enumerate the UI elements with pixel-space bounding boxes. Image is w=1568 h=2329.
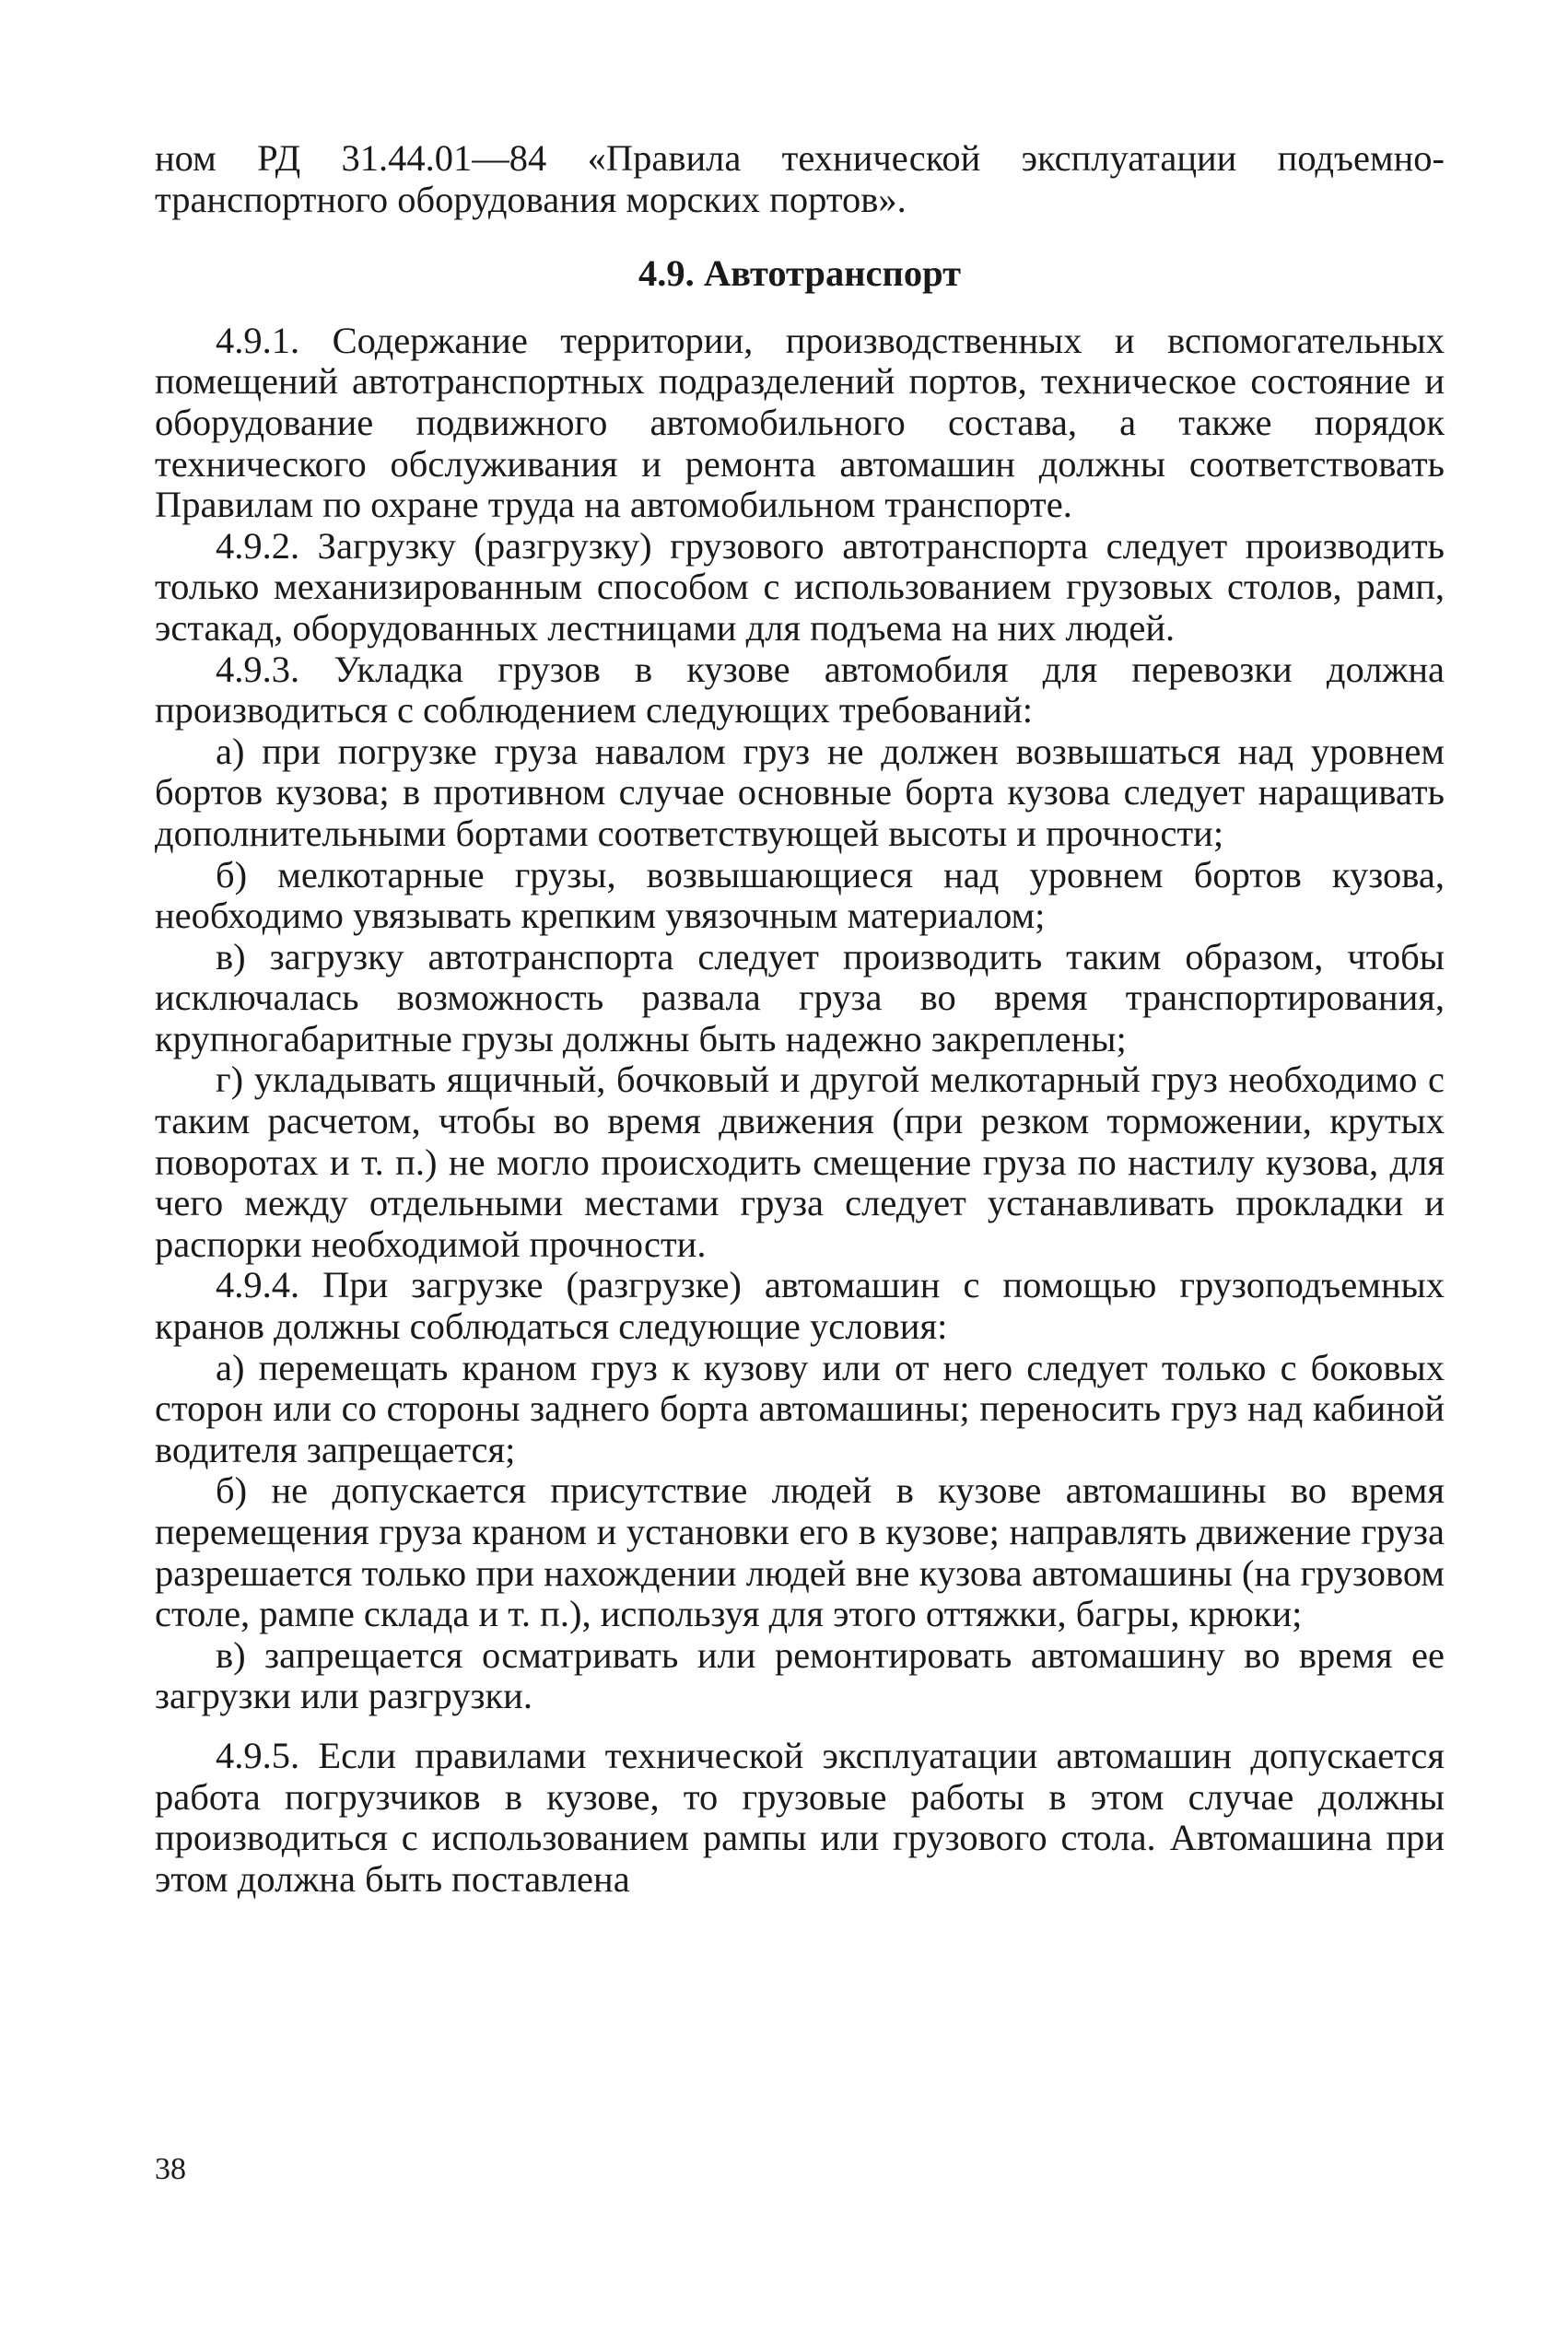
- list-item-4-9-4-a: а) перемещать краном груз к кузову или от него следует только с боковых сторон или со стороны заднего борта автомашины; переносить груз над кабиной водителя запрещается;: [155, 1346, 1445, 1470]
- paragraph-4-9-4: 4.9.4. При загрузке (разгрузке) автомашин с помощью грузоподъемных кранов должны соблюдаться следующие условия:: [155, 1264, 1445, 1348]
- list-item-4-9-3-b: б) мелкотарные грузы, возвышающиеся над уровнем бортов кузова, необходимо увязывать крепким увязочным материалом;: [155, 853, 1445, 937]
- paragraph-4-9-3: 4.9.3. Укладка грузов в кузове автомобиля для перевозки должна производиться с соблюдением следующих требований:: [155, 648, 1445, 731]
- page-number: 38: [155, 2152, 186, 2186]
- section-title: 4.9. Автотранспорт: [638, 252, 961, 295]
- paragraph-4-9-1: 4.9.1. Содержание территории, производственных и вспомогательных помещений автотранспортных подразделений портов, техническое состояние и оборудование подвижного автомобильного состава, а также порядок технического обслуживания и ремонта автомашин должны соответствовать Правилам по охране труда на автомобильном транспорте.: [155, 319, 1445, 526]
- list-item-4-9-4-v: в) запрещается осматривать или ремонтировать автомашину во время ее загрузки или разгрузки.: [155, 1633, 1445, 1717]
- paragraph-4-9-2: 4.9.2. Загрузку (разгрузку) грузового автотранспорта следует производить только механизированным способом с использованием грузовых столов, рамп, эстакад, оборудованных лестницами для подъема на них людей.: [155, 524, 1445, 649]
- document-page: [155, 138, 1445, 1900]
- list-item-4-9-3-g: г) укладывать ящичный, бочковый и другой мелкотарный груз необходимо с таким расчетом, чтобы во время движения (при резком торможении, крутых поворотах и т. п.) не могло происходить смещение груза по настилу кузова, для чего между отдельными местами груза следует устанавливать прокладки и распорки необходимой прочности.: [155, 1059, 1445, 1265]
- paragraph-4-9-5: 4.9.5. Если правилами технической эксплуатации автомашин допускается работа погрузчиков в кузове, то грузовые работы в этом случае должны производиться с использованием рампы или грузового стола. Автомашина при этом должна быть поставлена: [155, 1734, 1445, 1900]
- list-item-4-9-3-v: в) загрузку автотранспорта следует производить таким образом, чтобы исключалась возможность развала груза во время транспортирования, крупногабаритные грузы должны быть надежно закреплены;: [155, 935, 1445, 1059]
- intro-paragraph: ном РД 31.44.01—84 «Правила технической эксплуатации подъемно-транспортного оборудования морских портов».: [155, 137, 1445, 220]
- list-item-4-9-3-a: а) при погрузке груза навалом груз не должен возвышаться над уровнем бортов кузова; в противном случае основные борта кузова следует наращивать дополнительными бортами соответствующей высоты и прочности;: [155, 730, 1445, 854]
- list-item-4-9-4-b: б) не допускается присутствие людей в кузове автомашины во время перемещения груза краном и установки его в кузове; направлять движение груза разрешается только при нахождении людей вне кузова автомашины (на грузовом столе, рампе склада и т. п.), используя для этого оттяжки, багры, крюки;: [155, 1469, 1445, 1635]
